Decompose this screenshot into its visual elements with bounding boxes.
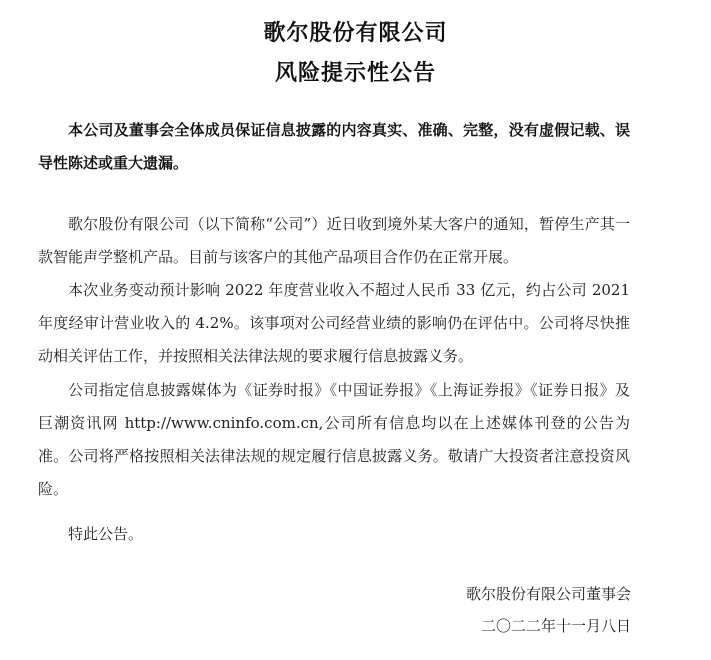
disclaimer-paragraph: 本公司及董事会全体成员保证信息披露的内容真实、准确、完整，没有虚假记载、误导性陈述或重大遗漏。 [38, 121, 630, 172]
signature-date: 二〇二二年十一月八日 [480, 617, 631, 635]
document-title: 歌尔股份有限公司 [263, 21, 448, 46]
closing-statement: 特此公告。 [68, 525, 144, 543]
signature-company: 歌尔股份有限公司董事会 [465, 585, 631, 603]
document-subtitle: 风险提示性公告 [274, 61, 436, 86]
body-paragraph-impact: 本次业务变动预计影响 2022 年度营业收入不超过人民币 33 亿元，约占公司 2021 年度经审计营业收入的 4.2%。该事项对公司经营业绩的影响仍在评估中。公司将尽快推动相关评估工作，并按照相关法律法规的要求履行信息披露义务。 [38, 281, 630, 365]
body-paragraph-media: 公司指定信息披露媒体为《证券时报》《中国证券报》《上海证券报》《证券日报》及巨潮资讯网 http://www.cninfo.com.cn,公司所有信息均以在上述媒体刊登的公告为准。公司将严格按照相关法律法规的规定履行信息披露义务。敬请广大投资者注意投资风险。 [38, 381, 630, 498]
body-paragraph-notice: 歌尔股份有限公司（以下简称“公司”）近日收到境外某大客户的通知，暂停生产其一款智能声学整机产品。目前与该客户的其他产品项目合作仍在正常开展。 [38, 215, 630, 266]
